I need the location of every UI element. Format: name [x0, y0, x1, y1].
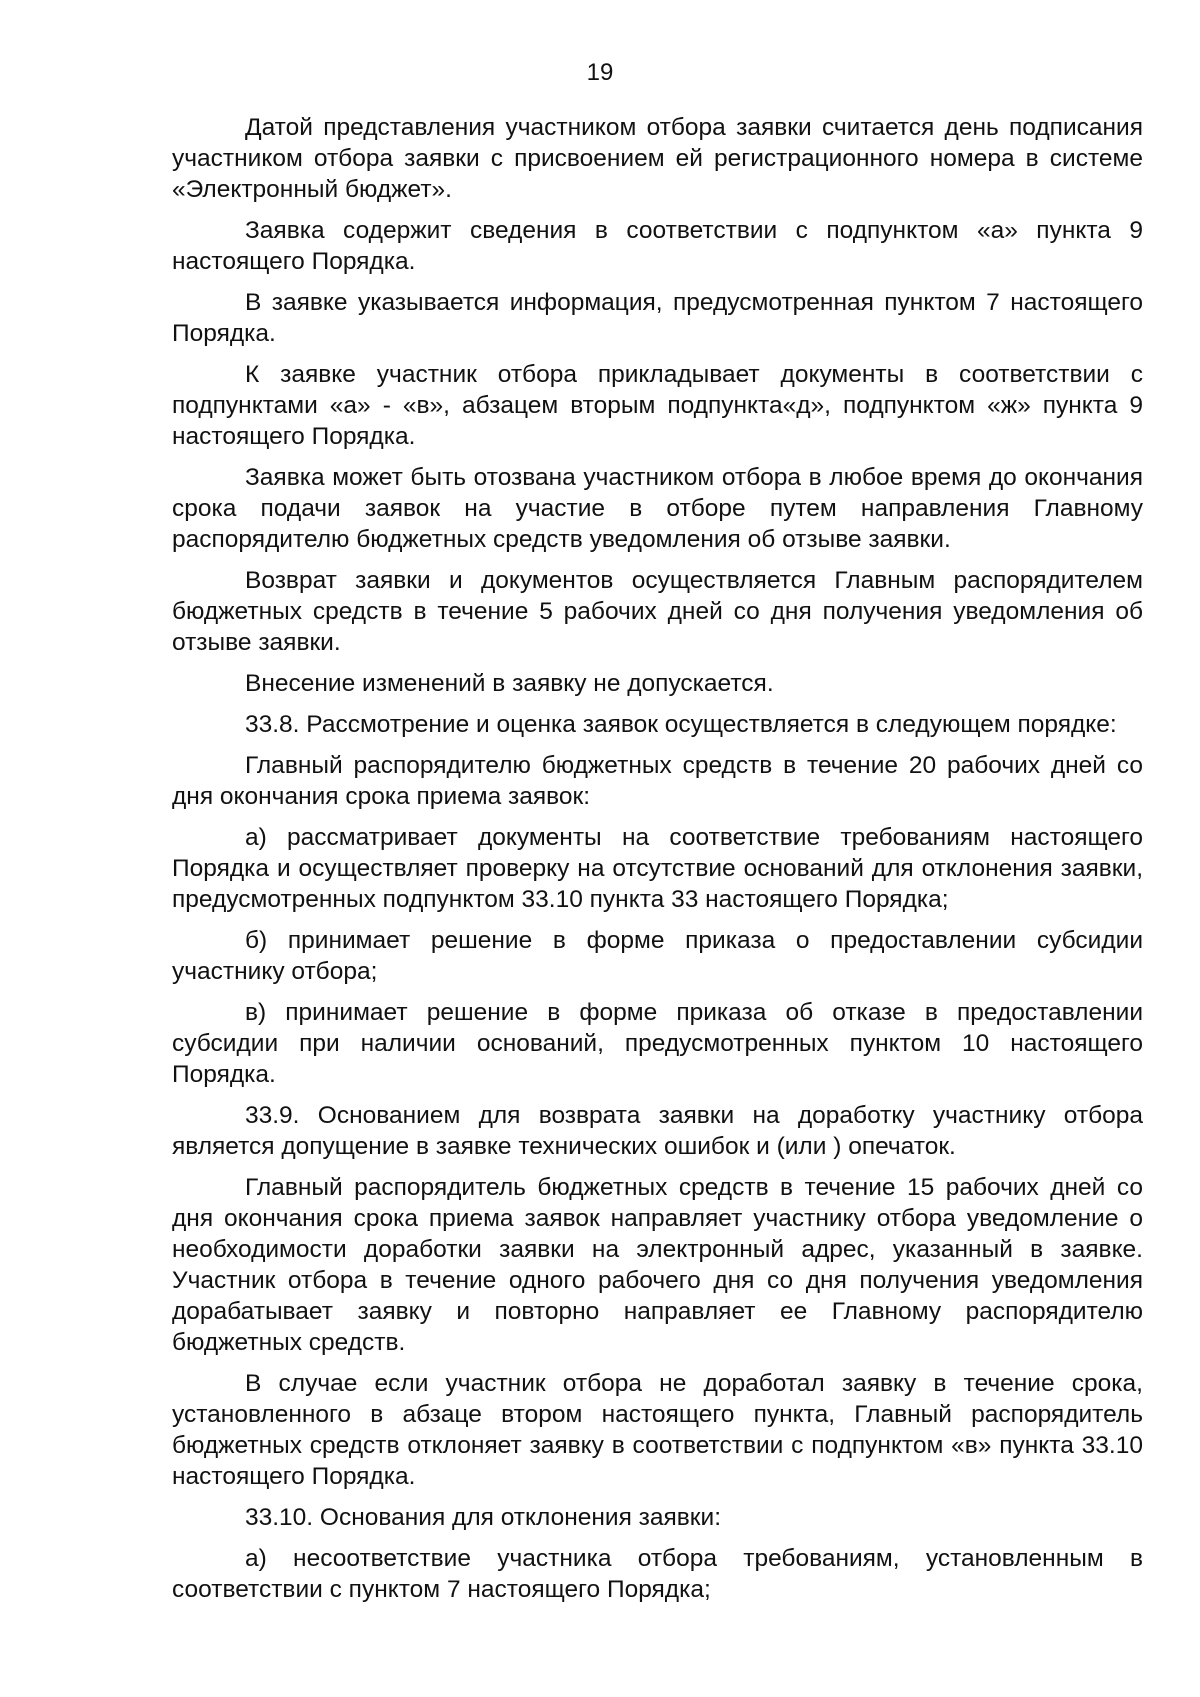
paragraph: В заявке указывается информация, предусмотренная пунктом 7 настоящего Порядка. [172, 289, 1143, 347]
paragraph: б) принимает решение в форме приказа о предоставлении субсидии участнику отбора; [172, 927, 1143, 985]
paragraph: 33.10. Основания для отклонения заявки: [245, 1504, 722, 1531]
paragraph: 33.8. Рассмотрение и оценка заявок осуществляется в следующем порядке: [245, 711, 1117, 738]
paragraph: К заявке участник отбора прикладывает документы в соответствии с подпунктами «а» - «в», абзацем вторым подпункта«д», подпунктом «ж» пункта 9 настоящего Порядка. [172, 361, 1143, 450]
paragraph: Внесение изменений в заявку не допускается. [245, 670, 774, 697]
paragraph: в) принимает решение в форме приказа об отказе в предоставлении субсидии при наличии оснований, предусмотренных пунктом 10 настоящего Порядка. [172, 999, 1143, 1088]
paragraph: Датой представления участником отбора заявки считается день подписания участником отбора заявки с присвоением ей регистрационного номера в системе «Электронный бюджет». [172, 114, 1143, 203]
paragraph: Заявка может быть отозвана участником отбора в любое время до окончания срока подачи заявок на участие в отборе путем направления Главному распорядителю бюджетных средств уведомления об отзыве заявки. [172, 464, 1143, 553]
document-body [172, 112, 1143, 1615]
page-number: 19 [586, 59, 614, 86]
paragraph: В случае если участник отбора не доработал заявку в течение срока, установленного в абзаце втором настоящего пункта, Главный распорядитель бюджетных средств отклоняет заявку в соответствии с подпунктом «в» пункта 33.10 настоящего Порядка. [172, 1370, 1143, 1490]
paragraph: Заявка содержит сведения в соответствии с подпунктом «а» пункта 9 настоящего Порядка. [172, 217, 1143, 275]
paragraph: Главный распорядителю бюджетных средств в течение 20 рабочих дней со дня окончания срока приема заявок: [172, 752, 1143, 810]
paragraph: Главный распорядитель бюджетных средств в течение 15 рабочих дней со дня окончания срока приема заявок направляет участнику отбора уведомление о необходимости доработки заявки на электронный адрес, указанный в заявке. Участник отбора в течение одного рабочего дня со дня получения уведомления дорабатывает заявку и повторно направляет ее Главному распорядителю бюджетных средств. [172, 1174, 1143, 1356]
paragraph: Возврат заявки и документов осуществляется Главным распорядителем бюджетных средств в течение 5 рабочих дней со дня получения уведомления об отзыве заявки. [172, 567, 1143, 656]
paragraph: а) несоответствие участника отбора требованиям, установленным в соответствии с пунктом 7 настоящего Порядка; [172, 1545, 1143, 1603]
paragraph: 33.9. Основанием для возврата заявки на доработку участнику отбора является допущение в заявке технических ошибок и (или ) опечаток. [172, 1102, 1143, 1160]
paragraph: а) рассматривает документы на соответствие требованиям настоящего Порядка и осуществляет проверку на отсутствие оснований для отклонения заявки, предусмотренных подпунктом 33.10 пункта 33 настоящего Порядка; [172, 824, 1143, 913]
